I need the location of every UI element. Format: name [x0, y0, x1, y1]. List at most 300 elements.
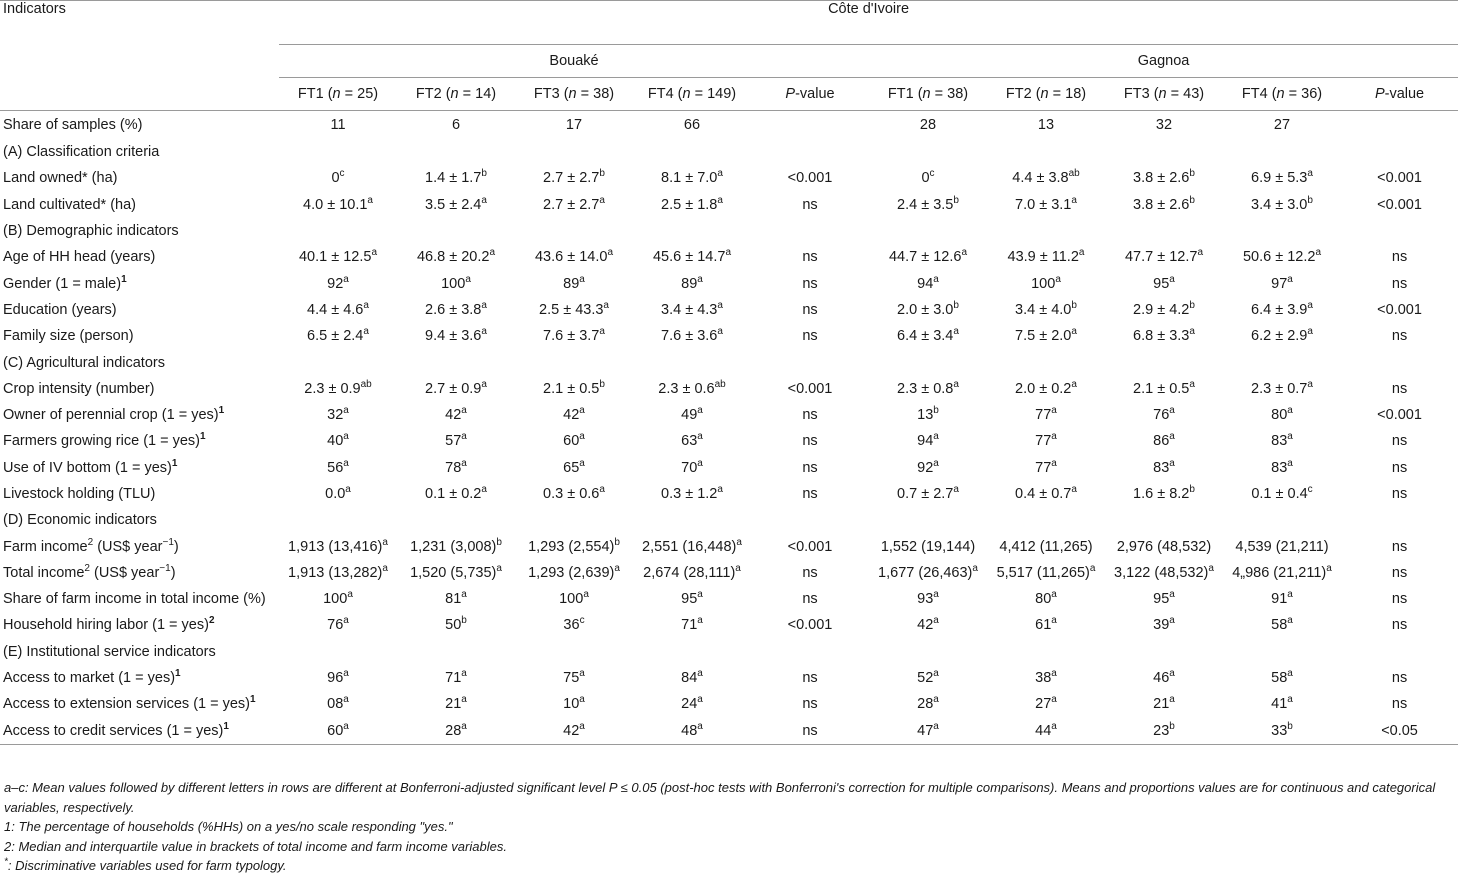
value-cell: 13$^b$	[917, 405, 939, 424]
significance-letter: a	[697, 668, 703, 680]
section-row	[0, 349, 1458, 375]
significance-letter: a	[579, 668, 585, 680]
value-cell: 57$^a$	[445, 431, 467, 450]
significance-letter: a	[1169, 615, 1175, 627]
significance-letter: a	[1287, 431, 1293, 443]
significance-letter: a	[343, 457, 349, 469]
region-header-bouake: Bouaké	[279, 45, 869, 78]
significance-letter: a	[933, 694, 939, 706]
value-cell: 10$^a$	[563, 694, 585, 713]
value-cell: 1,293 $(2,554)^b$	[528, 536, 620, 555]
significance-letter: c	[1307, 484, 1313, 496]
significance-letter: a	[481, 194, 487, 206]
p-value-cell: ns	[802, 459, 818, 476]
value-cell: 4.4 ± 4.6$^a$	[307, 300, 369, 318]
significance-letter: a	[717, 168, 723, 180]
share-value: 13	[1037, 117, 1055, 133]
value-cell: 95$^a$	[1153, 273, 1175, 292]
value-cell: 92$^a$	[327, 273, 349, 292]
value-cell: 80$^a$	[1271, 405, 1293, 424]
p-value-cell: ns	[1391, 328, 1408, 345]
value-cell: 40$^a$	[327, 431, 349, 450]
value-cell: 49$^a$	[681, 405, 703, 424]
table-row	[0, 165, 1458, 191]
significance-letter: a	[1078, 247, 1085, 259]
significance-letter: a	[481, 300, 487, 312]
significance-letter: a	[343, 694, 349, 706]
significance-letter: a	[461, 720, 467, 732]
table-row	[0, 560, 1458, 586]
significance-letter: b	[953, 194, 959, 206]
significance-letter: a	[461, 457, 467, 469]
significance-letter: a	[736, 536, 742, 548]
value-cell: 39$^a$	[1153, 615, 1175, 634]
significance-letter: a	[1071, 326, 1077, 338]
section-label: (B) Demographic indicators	[3, 223, 179, 240]
value-cell: 2.1 ± 0.5$^a$	[1133, 378, 1195, 397]
value-cell: 52$^a$	[917, 668, 939, 687]
p-value-cell: ns	[802, 670, 818, 687]
value-cell: 2.3 ± 0.8$^a$	[897, 378, 959, 397]
value-cell: 1,552 (19,144)	[880, 538, 976, 555]
value-cell: 2.1 ± 0.5$^b$	[543, 378, 605, 397]
value-cell: 43.9 ± 11.2$^a$	[1007, 247, 1085, 266]
significance-letter: a	[496, 563, 502, 575]
table-row	[0, 612, 1458, 638]
value-cell: 4.0 ± 10.1$^a$	[303, 194, 373, 213]
significance-letter: a	[697, 589, 703, 601]
significance-letter: b	[1189, 300, 1195, 312]
p-value-cell: ns	[1391, 538, 1408, 555]
value-cell: 84$^a$	[681, 668, 703, 687]
value-cell: 4.4 ± 3.8$^{ab}$	[1012, 168, 1080, 187]
table-row	[0, 323, 1458, 349]
p-value-cell: ns	[751, 718, 869, 745]
significance-letter: a	[717, 300, 723, 312]
significance-letter: a	[1169, 457, 1175, 469]
significance-letter: a	[382, 536, 388, 548]
value-cell: 100$^a$	[441, 273, 471, 292]
row-label: Access to credit services (1 = yes)$^1$	[0, 718, 279, 745]
significance-letter: a	[697, 694, 703, 706]
value-cell: 47$^a$	[869, 718, 987, 745]
significance-letter: a	[1287, 668, 1293, 680]
p-value-cell: <0.001	[1377, 407, 1422, 424]
section-label: (D) Economic indicators	[3, 512, 157, 529]
significance-letter: a	[343, 273, 349, 285]
row-label: Access to extension services (1 = yes)$^1$	[3, 694, 256, 713]
significance-letter: a	[961, 247, 968, 259]
significance-letter: a	[489, 247, 496, 259]
value-cell: 2,551 $(16,448)^a$	[642, 536, 742, 555]
value-cell: 76$^a$	[327, 615, 349, 634]
value-cell: 60$^a$	[279, 718, 397, 745]
significance-letter: a	[1287, 273, 1293, 285]
value-cell: 1.6 ± 8.2$^b$	[1133, 484, 1195, 502]
value-cell: 75$^a$	[563, 668, 585, 687]
p-value-cell: ns	[1391, 275, 1408, 292]
significance-letter: a	[1051, 431, 1057, 443]
significance-letter: a	[1089, 563, 1096, 575]
country-header: Côte d'Ivoire	[279, 1, 1458, 45]
value-cell: 42$^a$	[563, 405, 585, 424]
footnote-asterisk: *: Discriminative variables used for farm typology.	[4, 856, 287, 873]
p-value-cell: <0.001	[787, 538, 833, 555]
value-cell: 7.6 ± 3.7$^a$	[543, 326, 605, 345]
share-value: 17	[565, 117, 583, 133]
significance-letter: a	[1169, 589, 1175, 601]
value-cell: 78$^a$	[445, 457, 467, 476]
significance-letter: c	[929, 168, 935, 180]
significance-letter: b	[1169, 720, 1175, 732]
value-cell: 70$^a$	[681, 457, 703, 476]
p-value-cell: ns	[1391, 670, 1408, 687]
value-cell: 83$^a$	[1271, 431, 1293, 450]
significance-letter: a	[1287, 615, 1293, 627]
significance-letter: a	[933, 589, 939, 601]
value-cell: 81$^a$	[445, 589, 467, 608]
p-value-cell: ns	[802, 564, 818, 581]
significance-letter: b	[933, 405, 939, 417]
significance-letter: a	[579, 720, 585, 732]
value-cell: 6.9 ± 5.3$^a$	[1251, 168, 1313, 187]
row-label: Access to market (1 = yes)$^1$	[3, 668, 181, 687]
significance-letter: a	[933, 273, 939, 285]
value-cell: 3,122 $(48,532)^a$	[1114, 563, 1214, 581]
value-cell: 0.1 ± 0.2$^a$	[425, 484, 487, 502]
significance-letter: a	[1169, 694, 1175, 706]
significance-letter: a	[363, 300, 369, 312]
significance-letter: b	[1287, 720, 1293, 732]
significance-letter: a	[933, 720, 939, 732]
value-cell: 1,913 $(13,416)^a$	[288, 536, 388, 555]
value-cell: 1,293 $(2,639)^a$	[528, 563, 620, 581]
p-value-cell: ns	[1391, 591, 1408, 608]
significance-letter: a	[461, 694, 467, 706]
significance-letter: a	[579, 694, 585, 706]
significance-letter: a	[343, 431, 349, 443]
significance-letter: a	[1071, 378, 1077, 390]
row-label: Share of samples (%)	[3, 117, 143, 133]
share-value: 28	[919, 117, 937, 133]
value-cell: 48$^a$	[633, 718, 751, 745]
significance-letter: a	[697, 615, 703, 627]
column-header-ft2: FT2 (n = 14)	[397, 78, 515, 111]
table-row	[0, 455, 1458, 481]
p-value-cell: ns	[802, 591, 818, 608]
value-cell: 94$^a$	[917, 273, 939, 292]
significance-letter: a	[1287, 694, 1293, 706]
value-cell: 7.0 ± 3.1$^a$	[1015, 194, 1077, 213]
p-value-cell: <0.05	[1341, 718, 1458, 745]
p-value-cell: <0.001	[1377, 170, 1422, 187]
p-value-cell: ns	[802, 249, 818, 266]
value-cell: 100$^a$	[559, 589, 589, 608]
significance-letter: a	[1051, 615, 1057, 627]
column-header-ft2: FT2 (n = 18)	[987, 78, 1105, 111]
significance-letter: a	[1326, 563, 1332, 575]
p-value-cell: ns	[802, 407, 818, 424]
value-cell: 08$^a$	[327, 694, 349, 713]
significance-letter: a	[599, 326, 605, 338]
significance-letter: a	[933, 615, 939, 627]
significance-letter: ab	[1068, 168, 1080, 180]
value-cell: 95$^a$	[681, 589, 703, 608]
significance-letter: a	[1197, 247, 1204, 259]
table-row	[0, 428, 1458, 454]
significance-letter: a	[1169, 668, 1175, 680]
p-value-cell: <0.001	[787, 170, 833, 187]
table-row	[0, 691, 1458, 717]
value-cell: 0.3 ± 1.2$^a$	[661, 484, 723, 502]
section-label: (A) Classification criteria	[3, 144, 160, 161]
significance-letter: a	[1307, 300, 1313, 312]
significance-letter: a	[697, 405, 703, 417]
significance-letter: a	[461, 668, 467, 680]
significance-letter: a	[599, 194, 605, 206]
significance-letter: a	[465, 273, 471, 285]
indicators-header: Indicators	[0, 1, 279, 45]
column-header-ft4: FT4 (n = 36)	[1223, 78, 1341, 111]
significance-letter: a	[697, 457, 703, 469]
row-label: Family size (person)	[3, 328, 134, 345]
significance-letter: a	[579, 405, 585, 417]
column-header-ft3: FT3 (n = 38)	[515, 78, 633, 111]
row-label: Farm income$^2$ (US$ year$^{-1}$)	[3, 536, 179, 555]
p-value-cell: <0.001	[787, 380, 833, 397]
share-value: 6	[451, 117, 461, 133]
value-cell: 63$^a$	[681, 431, 703, 450]
value-cell: 96$^a$	[327, 668, 349, 687]
value-cell: 6.5 ± 2.4$^a$	[307, 326, 369, 345]
value-cell: 2.4 ± 3.5$^b$	[897, 194, 959, 213]
row-label: Use of IV bottom (1 = yes)$^1$	[3, 457, 178, 476]
footnote-2: 2: Median and interquartile value in brackets of total income and farm income variables.	[4, 838, 507, 854]
value-cell: 47.7 ± 12.7$^a$	[1124, 247, 1204, 266]
table-row	[0, 481, 1458, 507]
value-cell: 77$^a$	[1035, 431, 1057, 450]
p-value-cell: ns	[802, 196, 818, 213]
p-value-cell: ns	[1391, 380, 1408, 397]
p-value-cell: <0.001	[1377, 196, 1422, 213]
significance-letter: a	[1287, 457, 1293, 469]
value-cell: 61$^a$	[1035, 615, 1057, 634]
significance-letter: ab	[360, 378, 372, 390]
value-cell: 2,976 (48,532)	[1116, 538, 1212, 555]
row-label: Household hiring labor (1 = yes)$^2$	[3, 615, 215, 634]
value-cell: 28$^a$	[917, 694, 939, 713]
significance-letter: a	[343, 405, 349, 417]
p-value-cell: ns	[1391, 249, 1408, 266]
column-header-p-value: P-value	[751, 78, 869, 111]
significance-letter: a	[579, 273, 585, 285]
p-value-cell: ns	[1391, 696, 1408, 713]
significance-letter: a	[1169, 273, 1175, 285]
footnote-1: 1: The percentage of households (%HHs) on a yes/no scale responding "yes."	[4, 819, 453, 834]
significance-letter: a	[933, 431, 939, 443]
p-value-cell: ns	[1391, 617, 1408, 634]
value-cell: 43.6 ± 14.0$^a$	[534, 247, 614, 266]
p-value-cell: <0.001	[1377, 301, 1422, 318]
significance-letter: a	[1051, 694, 1057, 706]
significance-letter: a	[343, 668, 349, 680]
value-cell: 9.4 ± 3.6$^a$	[425, 326, 487, 345]
significance-letter: b	[461, 615, 467, 627]
value-cell: 86$^a$	[1153, 431, 1175, 450]
region-header-gagnoa: Gagnoa	[869, 45, 1458, 78]
value-cell: 5,517 $(11,265)^a$	[996, 563, 1096, 581]
significance-letter: a	[1051, 457, 1057, 469]
row-label: Share of farm income in total income (%)	[3, 591, 266, 608]
section-label: (E) Institutional service indicators	[3, 643, 216, 660]
table-row	[0, 402, 1458, 428]
value-cell: 89$^a$	[681, 273, 703, 292]
value-cell: 83$^a$	[1271, 457, 1293, 476]
significance-letter: a	[607, 247, 614, 259]
table-header	[0, 1, 1458, 111]
significance-letter: a	[579, 431, 585, 443]
footnote-letters: a–c: Mean values followed by different letters in rows are different at Bonferroni-adjusted significant level P ≤ 0.05 (post-hoc tests with Bonferroni's correction for multiple comparisons). Means and proportions values are for continuous and categorical variables, respectively.	[4, 780, 1436, 815]
significance-letter: a	[1208, 563, 1214, 575]
value-cell: 71$^a$	[445, 668, 467, 687]
p-value-cell: ns	[802, 328, 818, 345]
value-cell: 83$^a$	[1153, 457, 1175, 476]
value-cell: 6.4 ± 3.4$^a$	[897, 326, 959, 345]
significance-letter: a	[461, 589, 467, 601]
value-cell: 44.7 ± 12.6$^a$	[888, 247, 968, 266]
value-cell: 45.6 ± 14.7$^a$	[652, 247, 732, 266]
significance-letter: a	[461, 405, 467, 417]
p-value-cell: <0.001	[787, 617, 833, 634]
significance-letter: a	[481, 484, 487, 496]
section-label: (C) Agricultural indicators	[3, 354, 165, 371]
value-cell: 3.8 ± 2.6$^b$	[1133, 194, 1195, 213]
p-value-cell: ns	[802, 301, 818, 318]
row-label: Land cultivated* (ha)	[3, 196, 136, 213]
value-cell: 2.3 ± 0.7$^a$	[1251, 378, 1313, 397]
table-body	[0, 111, 1458, 745]
value-cell: 0.1 ± 0.4$^c$	[1251, 484, 1313, 502]
value-cell: 95$^a$	[1153, 589, 1175, 608]
value-cell: 23$^b$	[1105, 718, 1223, 745]
value-cell: 92$^a$	[917, 457, 939, 476]
significance-letter: a	[614, 563, 620, 575]
significance-letter: a	[1051, 720, 1057, 732]
row-label: Gender (1 = male)$^1$	[3, 273, 127, 292]
value-cell: 3.4 ± 3.0$^b$	[1251, 194, 1313, 213]
value-cell: 0.3 ± 0.6$^a$	[543, 484, 605, 502]
significance-letter: a	[1307, 168, 1313, 180]
significance-letter: a	[953, 378, 959, 390]
value-cell: 6.2 ± 2.9$^a$	[1251, 326, 1313, 345]
row-label: Farmers growing rice (1 = yes)$^1$	[3, 431, 206, 450]
section-row	[0, 139, 1458, 165]
value-cell: 21$^a$	[1153, 694, 1175, 713]
value-cell: 2.0 ± 3.0$^b$	[897, 300, 959, 318]
significance-letter: a	[717, 326, 723, 338]
significance-letter: a	[972, 563, 978, 575]
value-cell: 24$^a$	[681, 694, 703, 713]
share-value: 66	[683, 117, 701, 133]
share-value: 27	[1273, 117, 1291, 133]
value-cell: 71$^a$	[681, 615, 703, 634]
value-cell: 100$^a$	[323, 589, 353, 608]
p-value-cell: ns	[802, 486, 818, 502]
value-cell: 77$^a$	[1035, 457, 1057, 476]
significance-letter: a	[1071, 194, 1077, 206]
value-cell: 2.7 ± 0.9$^a$	[425, 378, 487, 397]
value-cell: 58$^a$	[1271, 615, 1293, 634]
value-cell: 93$^a$	[917, 589, 939, 608]
value-cell: 80$^a$	[1035, 589, 1057, 608]
value-cell: 50$^b$	[445, 615, 467, 634]
value-cell: 33$^b$	[1223, 718, 1341, 745]
significance-letter: b	[614, 536, 620, 548]
p-value-cell: ns	[802, 275, 818, 292]
value-cell: 46$^a$	[1153, 668, 1175, 687]
value-cell: 46.8 ± 20.2$^a$	[416, 247, 496, 266]
significance-letter: ab	[714, 378, 726, 390]
value-cell: 1.4 ± 1.7$^b$	[425, 168, 487, 187]
value-cell: 1,520 $(5,735)^a$	[410, 563, 502, 581]
value-cell: 44$^a$	[987, 718, 1105, 745]
significance-letter: a	[1071, 484, 1077, 496]
value-cell: 36$^c$	[563, 615, 585, 634]
significance-letter: a	[583, 589, 589, 601]
significance-letter: a	[481, 378, 487, 390]
value-cell: 89$^a$	[563, 273, 585, 292]
significance-letter: b	[1071, 300, 1077, 312]
significance-letter: a	[603, 300, 609, 312]
p-value-cell: ns	[1391, 459, 1408, 476]
value-cell: 2.0 ± 0.2$^a$	[1015, 378, 1077, 397]
value-cell: 32$^a$	[327, 405, 349, 424]
row-label: Total income$^2$ (US$ year$^{-1}$)	[3, 563, 176, 581]
significance-letter: a	[933, 668, 939, 680]
significance-letter: a	[461, 431, 467, 443]
value-cell: 77$^a$	[1035, 405, 1057, 424]
significance-letter: a	[481, 326, 487, 338]
table-row	[0, 718, 1458, 745]
section-row	[0, 507, 1458, 533]
value-cell: 0$^c$	[331, 168, 345, 187]
share-of-samples-row	[0, 111, 1458, 140]
significance-letter: a	[933, 457, 939, 469]
significance-letter: a	[345, 484, 351, 496]
p-value-cell: ns	[802, 696, 818, 713]
significance-letter: a	[697, 273, 703, 285]
value-cell: 42$^a$	[445, 405, 467, 424]
table-row	[0, 665, 1458, 691]
significance-letter: a	[579, 457, 585, 469]
significance-letter: a	[343, 615, 349, 627]
row-label: Age of HH head (years)	[3, 249, 156, 266]
row-label: Livestock holding (TLU)	[3, 486, 156, 502]
significance-letter: a	[599, 484, 605, 496]
section-row	[0, 218, 1458, 244]
p-value-cell: ns	[1391, 433, 1408, 450]
value-cell: 2.9 ± 4.2$^b$	[1133, 300, 1195, 318]
significance-letter: a	[717, 194, 723, 206]
significance-letter: a	[1307, 326, 1313, 338]
value-cell: 42$^a$	[917, 615, 939, 634]
value-cell: 42$^a$	[515, 718, 633, 745]
significance-letter: a	[382, 563, 388, 575]
value-cell: 4,539 (21,211)	[1235, 538, 1329, 555]
significance-letter: a	[363, 326, 369, 338]
value-cell: 56$^a$	[327, 457, 349, 476]
value-cell: 3.4 ± 4.0$^b$	[1015, 300, 1077, 318]
